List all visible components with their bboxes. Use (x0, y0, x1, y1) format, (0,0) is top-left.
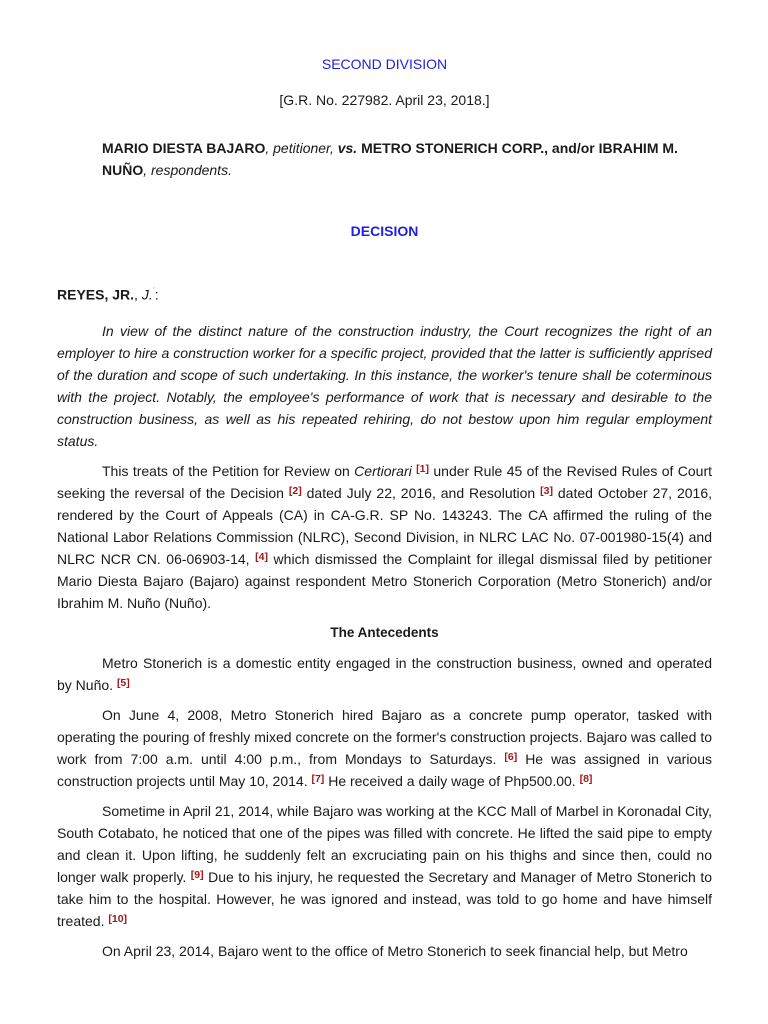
footnote-link-7[interactable]: [7] (311, 773, 325, 785)
ponente-name: REYES, JR. (57, 286, 135, 303)
respondents-role: , respondents. (143, 162, 232, 178)
respondents-name: METRO STONERICH CORP., and/or IBRAHIM M. NUÑO (102, 140, 678, 178)
ponente-mark: ʼ (152, 286, 155, 296)
text-segment: dated July 22, 2016, and Resolution (301, 485, 541, 501)
intro-paragraph: In view of the distinct nature of the construction industry, the Court recognizes the right of an employer to hire a construction worker for a specific project, provided that the latter is sufficiently apprised of the duration and scope of such undertaking. In this instance, the worker's tenure shall be coterminous with the project. Notably, the employee's performance of work that is necessary and desirable to the construction business, as well as his repeated rehiring, do not bestow upon him regular employment status. (57, 323, 712, 449)
text-segment: Due to his injury, he requested the Secretary and Manager of Metro Stonerich to take him to the hospital. However, he was ignored and instead, was told to go home and have himself treated. (57, 869, 712, 929)
footnote-link-8[interactable]: [8] (579, 773, 593, 785)
footnote-link-2[interactable]: [2] (288, 485, 302, 497)
text-segment: which dismissed the Complaint for illegal dismissal filed by petitioner Mario Diesta Bajaro (Bajaro) against respondent Metro Stonerich Corporation (Metro Stonerich) and/or Ibrahim M. Nuño (Nuño). (57, 551, 712, 611)
footnote-link-5[interactable]: [5] (116, 677, 130, 689)
decision-title: DECISION (350, 223, 419, 239)
case-parties (102, 137, 712, 181)
petitioner-role: , petitioner, (265, 140, 338, 156)
paragraph-injury (57, 800, 712, 932)
ponente-line (57, 286, 159, 303)
paragraph-hiring (57, 704, 712, 792)
case-number: [G.R. No. 227982. April 23, 2018.] (279, 92, 490, 108)
ponente-title: J. (141, 286, 153, 303)
text-segment: He was assigned in various construction projects until May 10, 2014. (57, 751, 713, 789)
text-segment: He received a daily wage of Php500.00. (324, 773, 580, 789)
paragraph-petition (57, 460, 712, 614)
ponente-colon: : (154, 286, 159, 303)
text-segment: under Rule 45 of the Revised Rules of Court seeking the reversal of the Decision (57, 463, 713, 501)
footnote-link-1[interactable]: [1] (416, 463, 429, 475)
division-heading: SECOND DIVISION (321, 56, 448, 72)
petitioner-name: MARIO DIESTA BAJARO (102, 140, 266, 156)
footnote-link-3[interactable]: [3] (540, 485, 553, 497)
text-segment: This treats of the Petition for Review on (102, 463, 355, 479)
text-segment: dated October 27, 2016, rendered by the Court of Appeals (CA) in CA-G.R. SP No. 143243. The CA affirmed the ruling of the National Labor Relations Commission (NLRC), Second Division, in NLRC LAC No. 07-001980-15(4) and NLRC NCR CN. 06-06903-14, (57, 485, 712, 567)
footnote-link-4[interactable]: [4] (255, 551, 268, 563)
footnote-link-6[interactable]: [6] (504, 751, 518, 763)
ponente-sep: , (134, 286, 142, 303)
text-italic-segment: Certiorari (354, 463, 412, 479)
text-segment: On June 4, 2008, Metro Stonerich hired Bajaro as a concrete pump operator, tasked with operating the pouring of freshly mixed concrete on the former's construction projects. Bajaro was called to work from 7:00 a.m. until 4:00 p.m., from Mondays to Saturdays. (57, 707, 712, 767)
paragraph-company (57, 652, 712, 696)
text-segment: Sometime in April 21, 2014, while Bajaro was working at the KCC Mall of Marbel in Koronadal City, South Cotabato, he noticed that one of the pipes was filled with concrete. He lifted the said pipe to empty and clean it. Upon lifting, he suddenly felt an excruciating pain on his thighs and since then, could no longer walk properly. (57, 803, 712, 885)
footnote-link-10[interactable]: [10] (108, 913, 128, 925)
footnote-link-9[interactable]: [9] (190, 869, 204, 881)
text-segment: Metro Stonerich is a domestic entity engaged in the construction business, owned and operated by Nuño. (57, 655, 712, 693)
text-segment: On April 23, 2014, Bajaro went to the office of Metro Stonerich to seek financial help, but Metro (102, 943, 688, 959)
antecedents-heading: The Antecedents (330, 625, 439, 640)
paragraph-office-visit (57, 940, 712, 962)
versus: vs. (337, 140, 358, 156)
decision-body (57, 320, 712, 970)
